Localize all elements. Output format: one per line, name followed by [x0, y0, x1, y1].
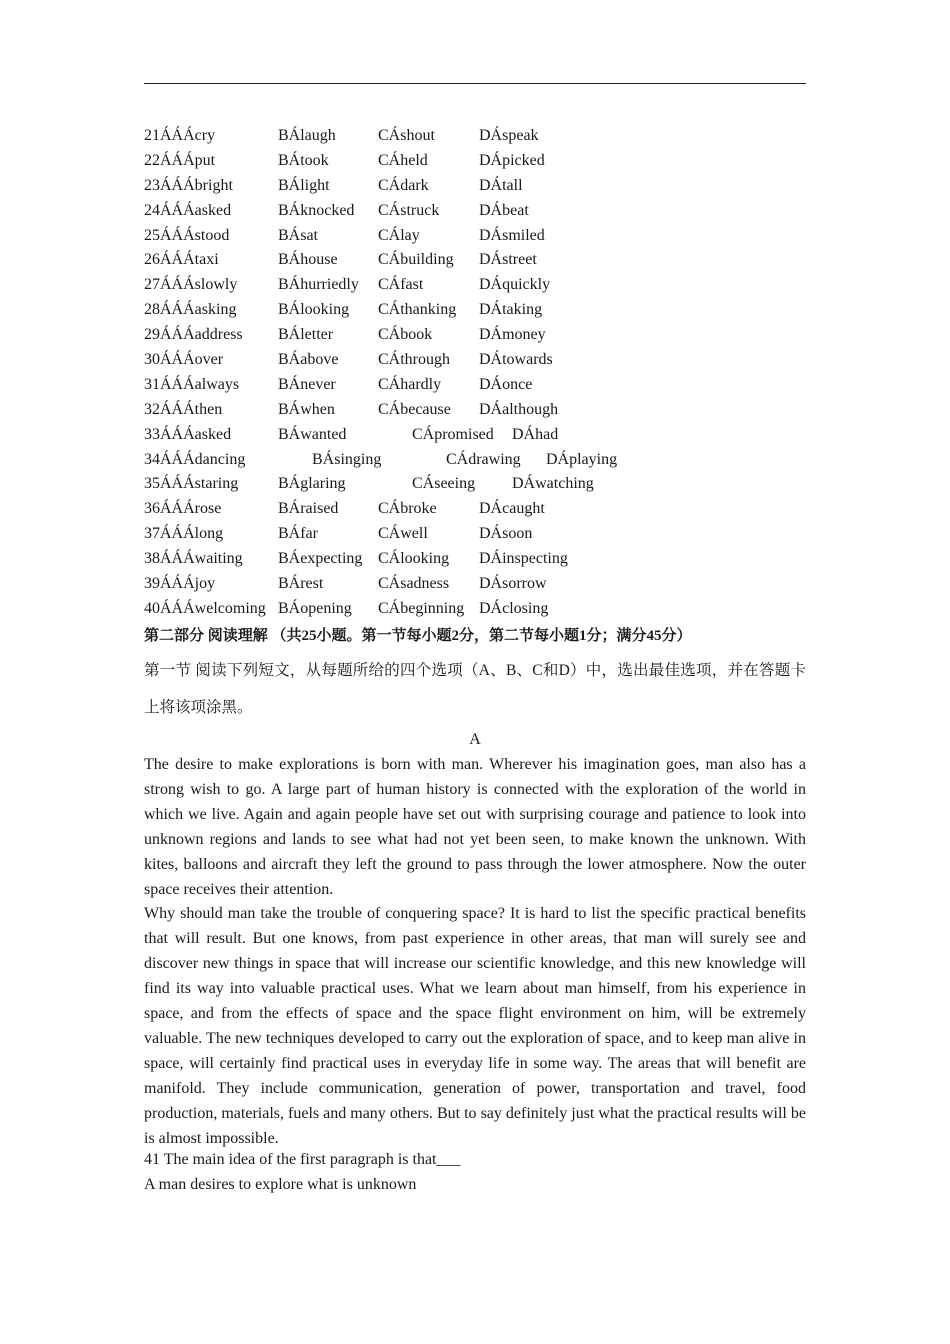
option-row — [144, 497, 806, 522]
passage-label: A — [469, 731, 481, 748]
option-d: DÁsmiled — [479, 226, 545, 244]
option-b: BÁhouse — [278, 251, 338, 269]
question-answer-a: 27ÁÁÁslowly — [144, 276, 238, 294]
question-41-stem: 41 The main idea of the first paragraph is that___ — [144, 1151, 461, 1168]
question-answer-a: 30ÁÁÁover — [144, 351, 224, 369]
option-c: CÁdark — [378, 176, 429, 194]
question-answer-a: 21ÁÁÁcry — [144, 127, 216, 144]
option-row — [144, 522, 806, 547]
option-row — [144, 348, 806, 373]
question-answer-a: 40ÁÁÁwelcoming — [144, 599, 266, 617]
question-answer-a: 34ÁÁÁdancing — [144, 450, 246, 468]
question-answer-a: 35ÁÁÁstaring — [144, 475, 239, 493]
option-row — [144, 547, 806, 572]
option-b: BÁsat — [278, 226, 318, 244]
passage-paragraph: Why should man take the trouble of conquering space? It is hard to list the specific practical benefits that will result. But one knows, from past experience in other areas, that man will surely see and discover new things in space that will increase our scientific knowledge, and this new knowledge will find its way into valuable practical uses. What we learn about man himself, from his experience in space, and from the effects of space and the space flight environment on him, will be extremely valuable. The new techniques developed to carry out the exploration of space, and to keep man alive in space, will certainly find practical uses in everyday life in some way. The areas that will benefit are manifold. They include communication, generation of power, transportation and travel, food production, materials, fuels and many others. But to say definitely just what the practical results will be is almost impossible. — [144, 905, 806, 1147]
option-c: CÁfast — [378, 276, 424, 294]
option-row — [144, 298, 806, 323]
option-b: BÁglaring — [278, 475, 346, 493]
option-b: BÁtook — [278, 151, 329, 169]
option-row — [144, 149, 806, 174]
question-answer-a: 23ÁÁÁbright — [144, 176, 233, 194]
option-d: DÁsoon — [479, 525, 533, 543]
option-c: CÁbeginning — [378, 599, 465, 617]
option-c: CÁthanking — [378, 301, 457, 319]
option-b: BÁrest — [278, 575, 324, 593]
option-b: BÁwhen — [278, 400, 335, 418]
question-answer-a: 38ÁÁÁwaiting — [144, 550, 243, 568]
passage-a — [144, 753, 806, 1152]
option-b: BÁsinging — [312, 450, 382, 468]
question-answer-a: 28ÁÁÁasking — [144, 301, 237, 319]
option-b: BÁhurriedly — [278, 276, 359, 294]
option-b: BÁletter — [278, 326, 334, 344]
question-41-option-a: A man desires to explore what is unknown — [144, 1176, 417, 1193]
option-c: CÁlooking — [378, 550, 450, 568]
option-row — [144, 174, 806, 199]
option-c: CÁdrawing — [446, 450, 521, 468]
passage-paragraph: The desire to make explorations is born with man. Wherever his imagination goes, man also has a strong wish to go. A large part of human history is connected with the exploration of the world in which we live. Again and again people have set out with surprising courage and patience to look into unknown regions and lands to see what had not yet been seen, to make known the unknown. With kites, balloons and aircraft they left the ground to pass through the lower atmosphere. Now the outer space receives their attention. — [144, 756, 806, 898]
option-row — [144, 273, 806, 298]
option-c: CÁlay — [378, 226, 420, 244]
option-d: DÁcaught — [479, 500, 545, 518]
option-row — [144, 323, 806, 348]
option-row — [144, 248, 806, 273]
option-row — [144, 373, 806, 398]
option-row — [144, 199, 806, 224]
option-row — [144, 597, 806, 622]
option-d: DÁtaking — [479, 301, 543, 319]
option-d: DÁclosing — [479, 599, 549, 617]
option-d: DÁtowards — [479, 351, 553, 369]
question-answer-a: 32ÁÁÁthen — [144, 400, 223, 418]
option-d: DÁhad — [512, 425, 559, 443]
question-answer-a: 24ÁÁÁasked — [144, 201, 232, 219]
option-d: DÁinspecting — [479, 550, 568, 568]
option-d: DÁpicked — [479, 151, 545, 169]
option-row — [144, 224, 806, 249]
option-c: CÁsadness — [378, 575, 450, 593]
option-c: CÁbook — [378, 326, 433, 344]
question-answer-a: 31ÁÁÁalways — [144, 375, 240, 393]
question-answer-a: 25ÁÁÁstood — [144, 226, 230, 244]
option-c: CÁhardly — [378, 375, 442, 393]
option-b: BÁfar — [278, 525, 318, 543]
option-row — [144, 398, 806, 423]
section2-instruction: 第一节 阅读下列短文，从每题所给的四个选项（A、B、C和D）中，选出最佳选项，并在答题卡上将该项涂黑。 — [144, 662, 806, 716]
option-d: DÁquickly — [479, 276, 551, 294]
option-b: BÁlooking — [278, 301, 350, 319]
option-c: CÁpromised — [412, 425, 494, 443]
option-b: BÁnever — [278, 375, 336, 393]
option-d: DÁspeak — [479, 127, 539, 144]
option-d: DÁstreet — [479, 251, 537, 269]
option-d: DÁbeat — [479, 201, 529, 219]
option-c: CÁbecause — [378, 400, 451, 418]
option-d: DÁtall — [479, 176, 523, 194]
option-b: BÁraised — [278, 500, 339, 518]
option-d: DÁmoney — [479, 326, 546, 344]
question-answer-a: 36ÁÁÁrose — [144, 500, 222, 518]
option-b: BÁlight — [278, 176, 330, 194]
option-b: BÁopening — [278, 599, 352, 617]
question-answer-a: 26ÁÁÁtaxi — [144, 251, 219, 269]
section2-heading: 第二部分 阅读理解 （共25小题。第一节每小题2分，第二节每小题1分；满分45分） — [144, 628, 692, 644]
question-answer-a: 37ÁÁÁlong — [144, 525, 224, 543]
option-b: BÁabove — [278, 351, 339, 369]
option-d: DÁwatching — [512, 475, 594, 493]
question-answer-a: 39ÁÁÁjoy — [144, 575, 216, 593]
question-answer-a: 29ÁÁÁaddress — [144, 326, 243, 344]
option-b: BÁexpecting — [278, 550, 363, 568]
cloze-options-list — [144, 124, 806, 622]
option-row — [144, 448, 806, 473]
question-answer-a: 33ÁÁÁasked — [144, 425, 232, 443]
option-c: CÁshout — [378, 127, 435, 144]
option-c: CÁbuilding — [378, 251, 454, 269]
question-answer-a: 22ÁÁÁput — [144, 151, 216, 169]
header-rule — [144, 83, 806, 84]
option-b: BÁknocked — [278, 201, 355, 219]
option-d: DÁalthough — [479, 400, 559, 418]
option-b: BÁwanted — [278, 425, 347, 443]
option-row — [144, 423, 806, 448]
option-c: CÁthrough — [378, 351, 450, 369]
option-c: CÁseeing — [412, 475, 476, 493]
option-row — [144, 472, 806, 497]
option-d: DÁonce — [479, 375, 533, 393]
option-row — [144, 572, 806, 597]
option-c: CÁheld — [378, 151, 428, 169]
option-d: DÁsorrow — [479, 575, 547, 593]
option-b: BÁlaugh — [278, 127, 336, 144]
option-row — [144, 124, 806, 149]
option-c: CÁbroke — [378, 500, 437, 518]
option-c: CÁstruck — [378, 201, 440, 219]
option-d: DÁplaying — [546, 450, 618, 468]
option-c: CÁwell — [378, 525, 428, 543]
